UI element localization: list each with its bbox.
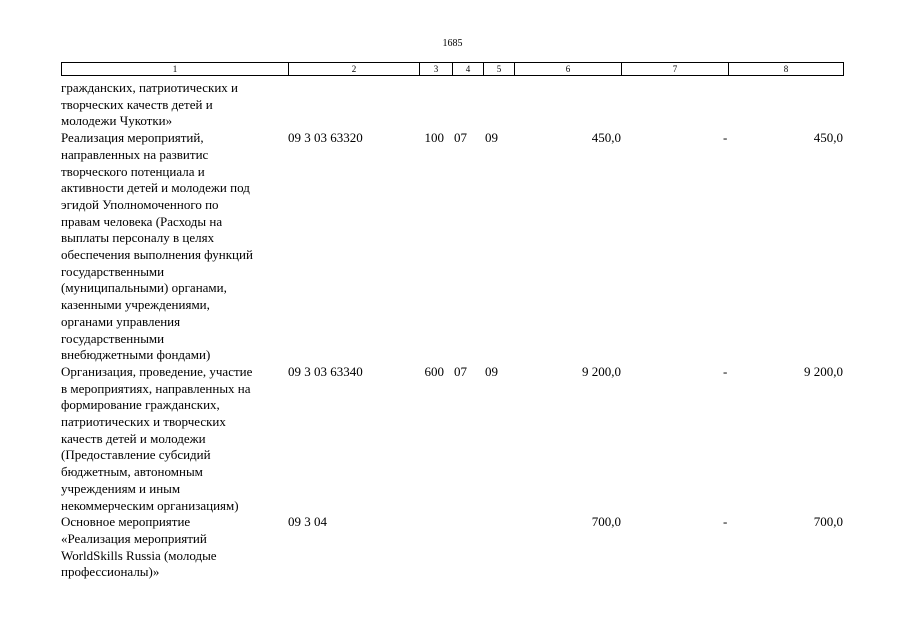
row-amount-col7: - (723, 514, 728, 530)
column-header-5: 5 (484, 63, 515, 76)
page-number: 1685 (442, 38, 463, 49)
row-amount-col7: - (723, 130, 728, 146)
table-row (61, 80, 843, 130)
row-description: Организация, проведение, участие в мероприятиях, направленных на формирование гражданских, патриотических и творческих качеств детей и молодежи (Предоставление субсидий бюджетным, автономным учреждениям и иным некоммерческим организациям) (61, 363, 253, 513)
row-amount-col7: - (723, 363, 728, 379)
column-header-8: 8 (729, 63, 844, 76)
row-target-code: 09 3 03 63320 (288, 130, 363, 146)
row-description: Основное мероприятие «Реализация мероприятий WorldSkills Russia (молодые профессионалы)» (61, 514, 217, 580)
row-description: гражданских, патриотических и творческих качеств детей и молодежи Чукотки» (61, 80, 239, 129)
row-section: 07 (454, 130, 467, 146)
column-header-6: 6 (515, 63, 622, 76)
column-header-3: 3 (420, 63, 453, 76)
row-amount-col6: 700,0 (591, 514, 621, 530)
table-row (61, 130, 843, 364)
row-section: 07 (454, 363, 467, 379)
table-row (61, 364, 843, 514)
row-subsection: 09 (485, 363, 498, 379)
column-number-header (61, 62, 844, 76)
row-subsection: 09 (485, 130, 498, 146)
row-expense-type: 600 (424, 363, 444, 379)
column-header-2: 2 (289, 63, 420, 76)
row-amount-col8: 450,0 (813, 130, 843, 146)
row-amount-col8: 9 200,0 (804, 363, 843, 379)
row-target-code: 09 3 04 (288, 514, 327, 530)
column-header-1: 1 (62, 63, 289, 76)
row-amount-col6: 9 200,0 (582, 363, 621, 379)
column-header-4: 4 (453, 63, 484, 76)
row-amount-col6: 450,0 (591, 130, 621, 146)
row-description: Реализация мероприятий, направленных на развитис творческого потенциала и активности детей и молодежи под эгидой Уполномоченного по правам человека (Расходы на выплаты персоналу в целях обеспечения выполнения функций государственными (муниципальными) органами, казенными учреждениями, органами управления государственными внебюджетными фондами) (61, 130, 253, 363)
row-amount-col8: 700,0 (813, 514, 843, 530)
column-header-7: 7 (622, 63, 729, 76)
column-header-row (62, 63, 844, 76)
row-expense-type: 100 (424, 130, 444, 146)
budget-table-body (61, 80, 843, 581)
table-row (61, 514, 843, 581)
row-target-code: 09 3 03 63340 (288, 363, 363, 379)
